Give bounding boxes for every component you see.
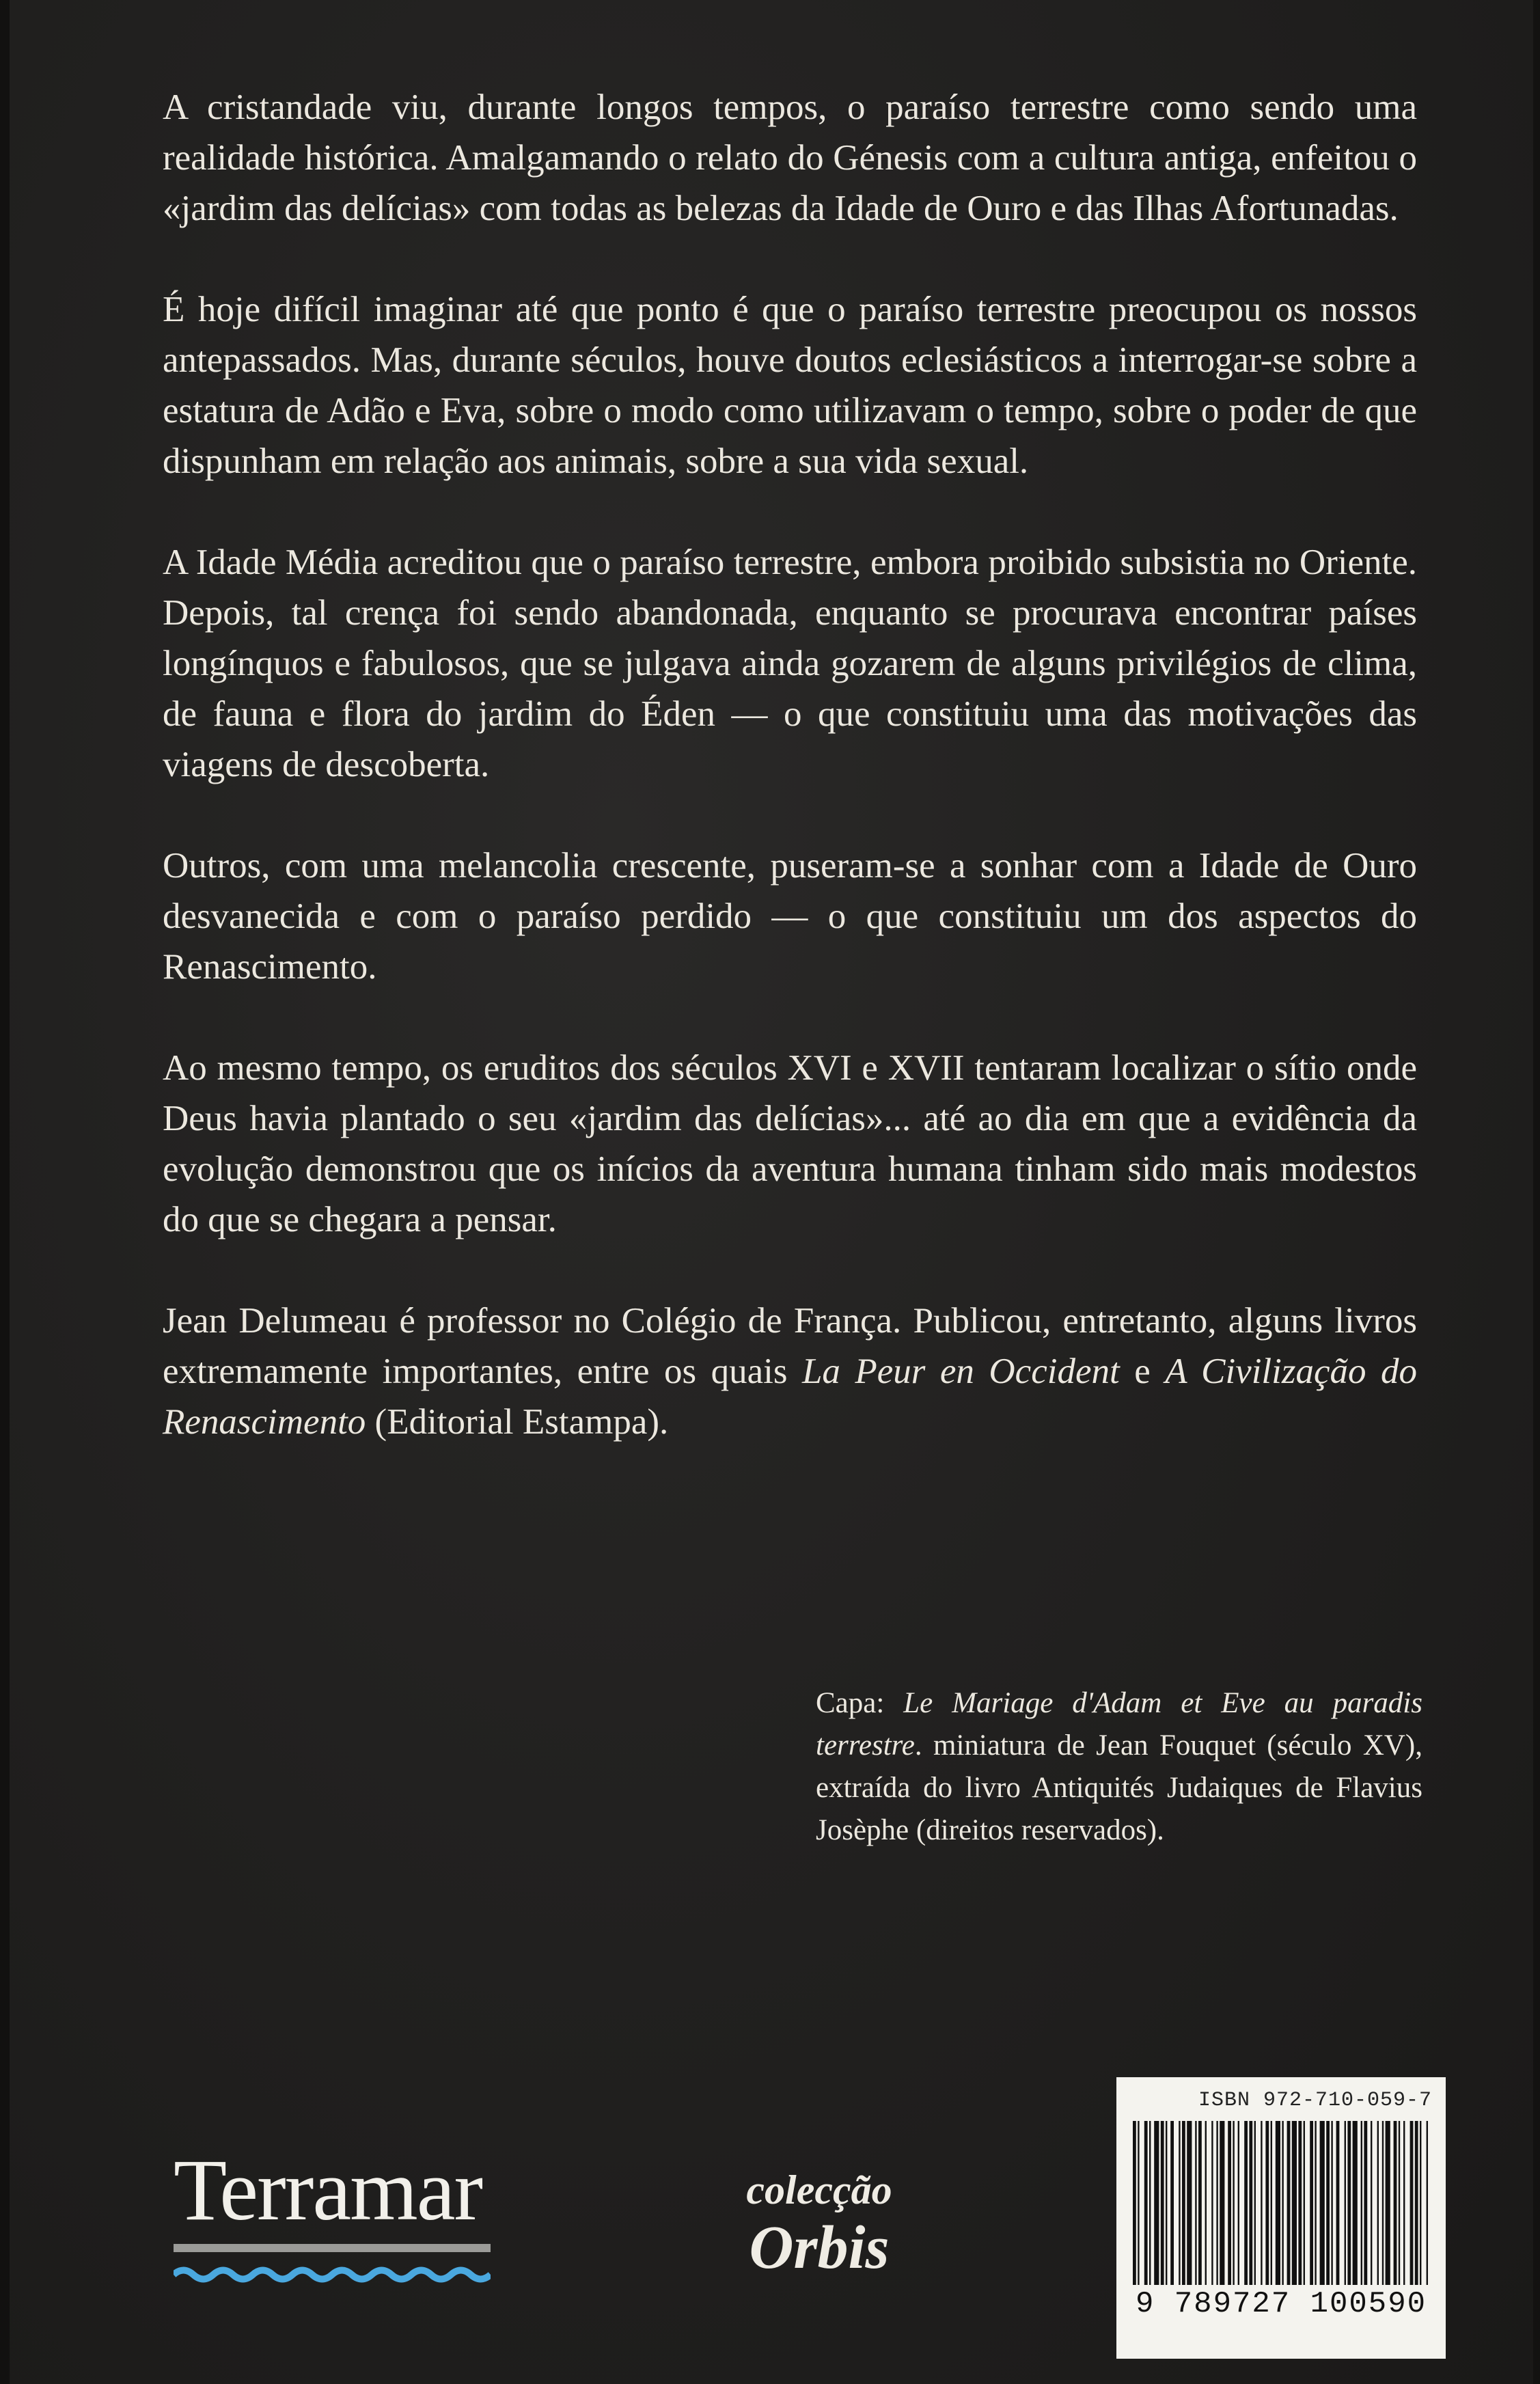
paragraph-5: Ao mesmo tempo, os eruditos dos séculos XVI e XVII tentaram localizar o sítio onde Deus havia plantado o seu «jardim das delícias»... até ao dia em que a evidência da evolução demonstrou que os inícios da aventura humana tinham sido mais modestos do que se chegara a pensar. (163, 1048, 1417, 1239)
barcode-bar (1336, 2121, 1340, 2285)
barcode-bar (1361, 2121, 1362, 2285)
barcode-bar (1382, 2121, 1384, 2285)
barcode-bar (1310, 2121, 1313, 2285)
barcode-bar (1244, 2121, 1248, 2285)
barcode-bar (1144, 2121, 1148, 2285)
barcode-bar (1276, 2121, 1280, 2285)
publisher-logo (174, 2141, 495, 2288)
artwork-title: Le Mariage d'Adam et Eve au paradis terrestre (816, 1687, 1422, 1762)
barcode-bar (1292, 2121, 1297, 2285)
barcode-bar (1179, 2121, 1180, 2285)
collection-name: Orbis (749, 2214, 890, 2282)
barcode-bar (1320, 2121, 1325, 2285)
barcode-bar (1287, 2121, 1291, 2285)
barcode-bar (1228, 2121, 1231, 2285)
barcode-bar (1347, 2121, 1351, 2285)
barcode-bar (1282, 2121, 1283, 2285)
barcode-bar (1211, 2121, 1213, 2285)
barcode-bar (1233, 2121, 1234, 2285)
barcode-bar (1345, 2121, 1346, 2285)
barcode-bar (1420, 2121, 1421, 2285)
barcode-bars (1130, 2121, 1432, 2285)
author-text-after: (Editorial Estampa). (366, 1402, 669, 1442)
author-connector: e (1119, 1352, 1166, 1391)
paragraph-1: A cristandade viu, durante longos tempos, o paraíso terrestre como sendo uma realidade histórica. Amalgamando o relato do Génesis com a cultura antiga, enfeitou o «jardim das delícias» com todas as belezas da Idade de Ouro e das Ilhas Afortunadas. (163, 87, 1417, 228)
barcode-bar (1315, 2121, 1316, 2285)
barcode-bar (1326, 2121, 1330, 2285)
isbn-number: ISBN 972-710-059-7 (1198, 2089, 1432, 2112)
barcode-bar (1161, 2121, 1164, 2285)
barcode-bar (1331, 2121, 1332, 2285)
barcode-bar (1410, 2121, 1414, 2285)
book-title-1: La Peur en Occident (801, 1352, 1120, 1391)
barcode-bar (1205, 2121, 1207, 2285)
paragraph-4: Outros, com uma melancolia crescente, puseram-se a sonhar com a Idade de Ouro desvanecida e com o paraíso perdido — o que constituiu um dos aspectos do Renascimento. (163, 846, 1417, 987)
cover-credit (816, 1682, 1422, 1852)
barcode-bar (1377, 2121, 1379, 2285)
barcode-bar (1198, 2121, 1202, 2285)
collection-logo (713, 2166, 925, 2282)
barcode-bar (1249, 2121, 1252, 2285)
barcode-bar (1254, 2121, 1256, 2285)
barcode-bar (1386, 2121, 1390, 2285)
barcode (1116, 2077, 1446, 2359)
barcode-bar (1220, 2121, 1224, 2285)
synopsis (163, 82, 1417, 1498)
barcode-bar (1304, 2121, 1305, 2285)
barcode-bar (1399, 2121, 1400, 2285)
barcode-bar (1133, 2121, 1136, 2285)
barcode-bar (1265, 2121, 1269, 2285)
barcode-bar (1271, 2121, 1272, 2285)
barcode-bar (1182, 2121, 1185, 2285)
paragraph-2: É hoje difícil imaginar até que ponto é que o paraíso terrestre preocupou os nossos antepassados. Mas, durante séculos, houve doutos eclesiásticos a interrogar-se sobre a estatura de Adão e Eva, sobre o modo como utilizavam o tempo, sobre o poder de que dispunham em relação aos animais, sobre a sua vida sexual. (163, 290, 1417, 481)
barcode-bar (1138, 2121, 1139, 2285)
barcode-bar (1154, 2121, 1159, 2285)
barcode-bar (1298, 2121, 1302, 2285)
barcode-bar (1238, 2121, 1239, 2285)
credit-label: Capa: (816, 1687, 904, 1719)
barcode-bar (1195, 2121, 1196, 2285)
paragraph-3: A Idade Média acreditou que o paraíso terrestre, embora proibido subsistia no Oriente. Depois, tal crença foi sendo abandonada, enquanto se procurava encontrar países longínquos e fabulosos, que se julgava ainda gozarem de alguns privilégios de clima, de fauna e flora do jardim do Éden — o que constituiu uma das motivações das viagens de descoberta. (163, 543, 1417, 784)
author-text-before: Jean Delumeau é professor no Colégio de França. Publicou, entretanto, alguns livros extremamente importantes, entre os quais (163, 1301, 1417, 1391)
barcode-bar (1371, 2121, 1372, 2285)
waves-icon (174, 2264, 491, 2285)
barcode-bar (1170, 2121, 1174, 2285)
barcode-bar (1415, 2121, 1418, 2285)
ean-number: 9 789727 100590 (1135, 2287, 1427, 2321)
author-paragraph (163, 1296, 1417, 1447)
collection-label: colecção (746, 2167, 892, 2212)
logo-bar (174, 2244, 491, 2252)
book-title-2: A Civilização do Renascimento (163, 1352, 1417, 1442)
barcode-bar (1394, 2121, 1397, 2285)
barcode-bar (1353, 2121, 1358, 2285)
credit-rest: . miniatura de Jean Fouquet (século XV), extraída do livro Antiquités Judaiques de Flavius Josèphe (direitos reservados). (816, 1729, 1422, 1846)
barcode-bar (1216, 2121, 1218, 2285)
barcode-bar (1364, 2121, 1367, 2285)
barcode-bar (1166, 2121, 1167, 2285)
barcode-bar (1261, 2121, 1262, 2285)
barcode-bar (1427, 2121, 1428, 2285)
barcode-bar (1187, 2121, 1192, 2285)
barcode-bar (1149, 2121, 1151, 2285)
publisher-name: Terramar (174, 2141, 482, 2238)
barcode-bar (1403, 2121, 1405, 2285)
